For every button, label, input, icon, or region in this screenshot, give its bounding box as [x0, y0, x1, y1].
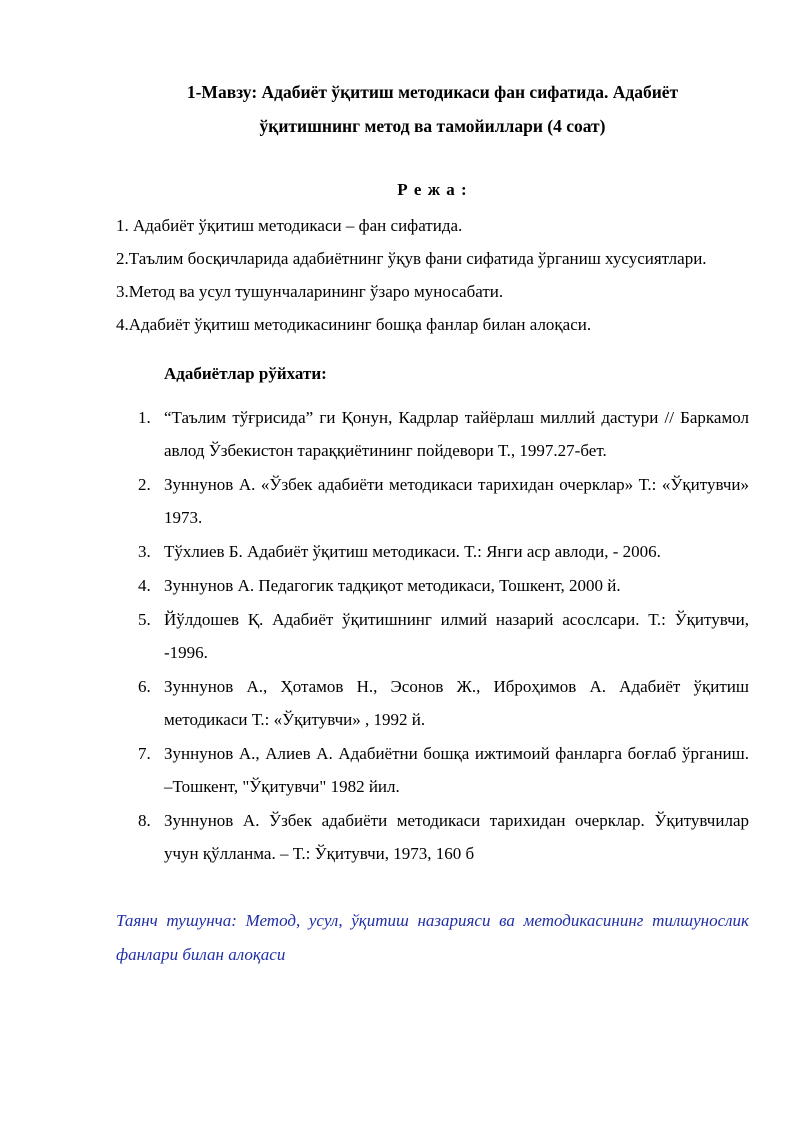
reference-number: 2. — [138, 475, 151, 494]
reference-item — [116, 535, 749, 568]
page-title — [116, 75, 749, 143]
references-heading: Адабиётлар рўйхати: — [164, 364, 327, 383]
title-line-1: 1-Мавзу: Адабиёт ўқитиш методикаси фан сифатида. Адабиёт — [186, 82, 679, 102]
reference-text: Зуннунов А. «Ўзбек адабиёти методикаси тарихидан очерклар» Т.: «Ўқитувчи» 1973. — [164, 475, 749, 527]
reference-number: 8. — [138, 811, 151, 830]
reference-item — [116, 401, 749, 467]
plan-item-2: 2.Таълим босқичларида адабиётнинг ўқув фани сифатида ўрганиш хусусиятлари. — [116, 249, 707, 268]
reference-item — [116, 737, 749, 803]
reference-number: 7. — [138, 744, 151, 763]
plan-heading: Р е ж а : — [397, 180, 468, 199]
reference-item — [116, 804, 749, 870]
reference-item — [116, 569, 749, 602]
references-list — [116, 401, 749, 870]
reference-item — [116, 468, 749, 534]
reference-text: “Таълим тўғрисида” ги Қонун, Кадрлар тайёрлаш миллий дастури // Баркамол авлод Ўзбекистон тараққиётининг пойдевори Т., 1997.27-бет. — [164, 408, 749, 460]
reference-text: Зуннунов А., Ҳотамов Н., Эсонов Ж., Иброҳимов А. Адабиёт ўқитиш методикаси Т.: «Ўқитувчи» , 1992 й. — [164, 677, 749, 729]
reference-text: Зуннунов А. Педагогик тадқиқот методикаси, Тошкент, 2000 й. — [164, 576, 621, 595]
title-line-2: ўқитишнинг метод ва тамойиллари (4 соат) — [259, 116, 606, 136]
reference-number: 1. — [138, 408, 151, 427]
plan-list — [116, 209, 749, 341]
key-concept: Таянч тушунча: Метод, усул, ўқитиш назарияси ва методикасининг тилшунослик фанлари билан алоқаси — [116, 911, 749, 964]
reference-number: 4. — [138, 576, 151, 595]
document-page — [116, 75, 749, 989]
reference-text: Зуннунов А., Алиев А. Адабиётни бошқа ижтимоий фанларга боғлаб ўрганиш. –Тошкент, "Ўқитувчи" 1982 йил. — [164, 744, 749, 796]
plan-item-3: 3.Метод ва усул тушунчаларининг ўзаро муносабати. — [116, 282, 504, 301]
reference-text: Тўхлиев Б. Адабиёт ўқитиш методикаси. Т.: Янги аср авлоди, - 2006. — [164, 542, 661, 561]
reference-text: Зуннунов А. Ўзбек адабиёти методикаси тарихидан очерклар. Ўқитувчилар учун қўлланма. – Т.: Ўқитувчи, 1973, 160 б — [164, 811, 749, 863]
reference-item — [116, 603, 749, 669]
reference-text: Йўлдошев Қ. Адабиёт ўқитишнинг илмий назарий асослсари. Т.: Ўқитувчи, -1996. — [164, 610, 749, 662]
reference-item — [116, 670, 749, 736]
reference-number: 3. — [138, 542, 151, 561]
plan-item-1: 1. Адабиёт ўқитиш методикаси – фан сифатида. — [116, 216, 463, 235]
reference-number: 6. — [138, 677, 151, 696]
reference-number: 5. — [138, 610, 151, 629]
plan-item-4: 4.Адабиёт ўқитиш методикасининг бошқа фанлар билан алоқаси. — [116, 315, 592, 334]
